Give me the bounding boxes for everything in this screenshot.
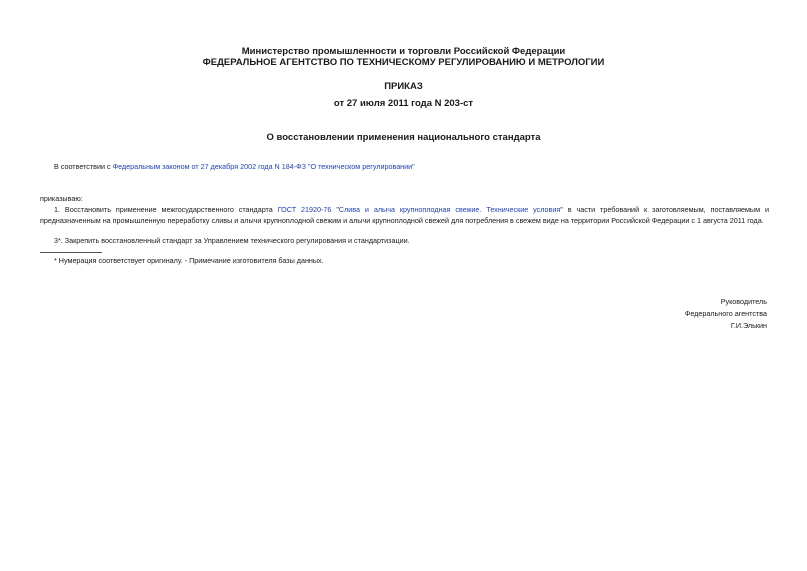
- signature-name: Г.И.Элькин: [730, 321, 767, 330]
- order-title: ПРИКАЗ: [384, 81, 423, 92]
- item1-start: 1. Восстановить применение межгосударственного стандарта: [54, 205, 278, 214]
- signature-position: Руководитель: [720, 297, 767, 306]
- order-date: от 27 июля 2011 года N 203-ст: [333, 98, 474, 109]
- ministry-heading: Министерство промышленности и торговли Российской Федерации: [241, 46, 566, 57]
- footnote: * Нумерация соответствует оригиналу. - Примечание изготовителя базы данных.: [54, 256, 324, 265]
- item1-rest: " в части требований к заготовляемым, поставляемым и предназначенным на промышленную переработку сливы и алычи крупноплодной свежим и алычи крупноплодной свежей для потребления в свежем виде на территории Российской Федерации с 1 августа 2011 года.: [40, 205, 769, 225]
- order-item-1: [40, 204, 769, 226]
- order-item-3: 3*. Закрепить восстановленный стандарт за Управлением технического регулирования и стандартизации.: [54, 236, 410, 245]
- preamble-paragraph: [54, 161, 774, 172]
- gost-number-link[interactable]: ГОСТ 21920-76: [277, 205, 332, 214]
- federal-law-link[interactable]: Федеральным законом от 27 декабря 2002 года N 184-ФЗ "О техническом регулировании": [112, 162, 415, 171]
- item1-quote: ": [331, 205, 339, 214]
- orders-word: приказываю:: [40, 194, 83, 203]
- gost-title-link[interactable]: Слива и алыча крупноплодная свежие. Технические условия: [338, 205, 561, 214]
- order-subject: О восстановлении применения национального стандарта: [266, 132, 541, 143]
- agency-heading: ФЕДЕРАЛЬНОЕ АГЕНТСТВО ПО ТЕХНИЧЕСКОМУ РЕГУЛИРОВАНИЮ И МЕТРОЛОГИИ: [202, 57, 605, 68]
- preamble-prefix: В соответствии с: [54, 162, 113, 171]
- footnote-divider: [40, 252, 102, 253]
- signature-agency: Федерального агентства: [684, 309, 767, 318]
